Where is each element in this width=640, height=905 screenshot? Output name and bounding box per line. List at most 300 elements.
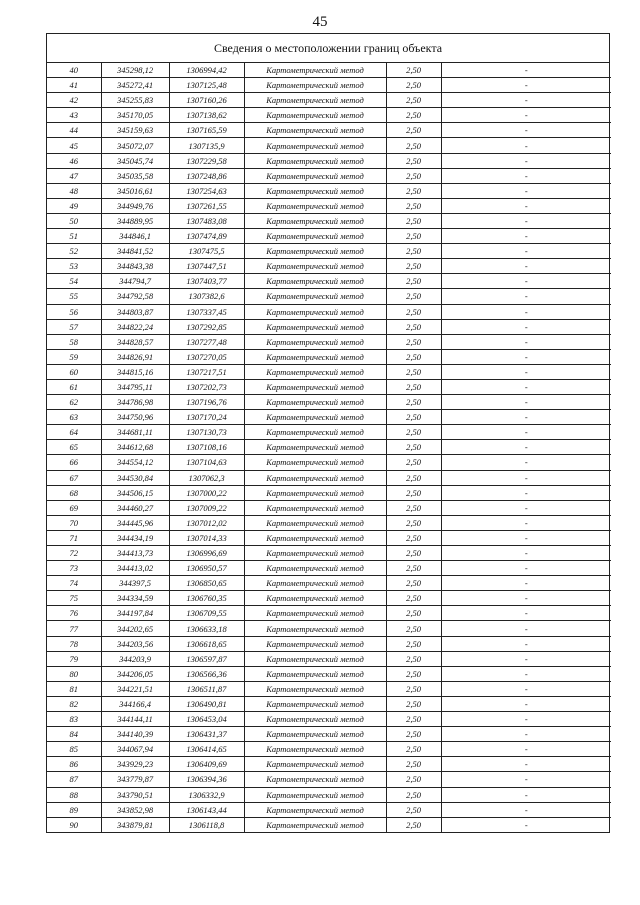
y-coordinate-cell: 1306994,42: [169, 63, 244, 78]
accuracy-cell: 2,50: [386, 274, 441, 289]
description-cell: -: [441, 666, 611, 681]
x-coordinate-cell: 344221,51: [101, 681, 169, 696]
point-number-cell: 40: [47, 63, 101, 78]
table-row: [47, 229, 611, 244]
point-number-cell: 68: [47, 485, 101, 500]
method-cell: Картометрический метод: [244, 153, 386, 168]
y-coordinate-cell: 1306996,69: [169, 546, 244, 561]
accuracy-cell: 2,50: [386, 334, 441, 349]
point-number-cell: 48: [47, 183, 101, 198]
description-cell: -: [441, 349, 611, 364]
point-number-cell: 43: [47, 108, 101, 123]
accuracy-cell: 2,50: [386, 183, 441, 198]
point-number-cell: 84: [47, 727, 101, 742]
table-row: [47, 591, 611, 606]
description-cell: -: [441, 591, 611, 606]
x-coordinate-cell: 344206,05: [101, 666, 169, 681]
accuracy-cell: 2,50: [386, 289, 441, 304]
description-cell: -: [441, 576, 611, 591]
method-cell: Картометрический метод: [244, 395, 386, 410]
point-number-cell: 83: [47, 712, 101, 727]
method-cell: Картометрический метод: [244, 621, 386, 636]
accuracy-cell: 2,50: [386, 681, 441, 696]
method-cell: Картометрический метод: [244, 636, 386, 651]
point-number-cell: 66: [47, 455, 101, 470]
boundary-coordinates-table: [47, 63, 611, 832]
description-cell: -: [441, 304, 611, 319]
y-coordinate-cell: 1307104,63: [169, 455, 244, 470]
x-coordinate-cell: 345298,12: [101, 63, 169, 78]
y-coordinate-cell: 1307382,6: [169, 289, 244, 304]
point-number-cell: 86: [47, 757, 101, 772]
accuracy-cell: 2,50: [386, 576, 441, 591]
method-cell: Картометрический метод: [244, 666, 386, 681]
y-coordinate-cell: 1306633,18: [169, 621, 244, 636]
table-row: [47, 379, 611, 394]
y-coordinate-cell: 1307009,22: [169, 500, 244, 515]
accuracy-cell: 2,50: [386, 817, 441, 832]
y-coordinate-cell: 1307475,5: [169, 244, 244, 259]
table-row: [47, 440, 611, 455]
table-row: [47, 183, 611, 198]
point-number-cell: 65: [47, 440, 101, 455]
point-number-cell: 70: [47, 515, 101, 530]
x-coordinate-cell: 344397,5: [101, 576, 169, 591]
table-row: [47, 304, 611, 319]
x-coordinate-cell: 344828,57: [101, 334, 169, 349]
method-cell: Картометрический метод: [244, 727, 386, 742]
x-coordinate-cell: 345170,05: [101, 108, 169, 123]
x-coordinate-cell: 345016,61: [101, 183, 169, 198]
accuracy-cell: 2,50: [386, 636, 441, 651]
point-number-cell: 59: [47, 349, 101, 364]
point-number-cell: 58: [47, 334, 101, 349]
description-cell: -: [441, 440, 611, 455]
y-coordinate-cell: 1307014,33: [169, 530, 244, 545]
description-cell: -: [441, 696, 611, 711]
table-row: [47, 546, 611, 561]
description-cell: -: [441, 727, 611, 742]
table-row: [47, 410, 611, 425]
x-coordinate-cell: 345072,07: [101, 138, 169, 153]
x-coordinate-cell: 344786,98: [101, 395, 169, 410]
y-coordinate-cell: 1306143,44: [169, 802, 244, 817]
method-cell: Картометрический метод: [244, 681, 386, 696]
point-number-cell: 78: [47, 636, 101, 651]
point-number-cell: 62: [47, 395, 101, 410]
table-row: [47, 395, 611, 410]
y-coordinate-cell: 1307062,3: [169, 470, 244, 485]
accuracy-cell: 2,50: [386, 651, 441, 666]
description-cell: -: [441, 802, 611, 817]
y-coordinate-cell: 1307292,85: [169, 319, 244, 334]
x-coordinate-cell: 344846,1: [101, 229, 169, 244]
x-coordinate-cell: 344140,39: [101, 727, 169, 742]
y-coordinate-cell: 1306618,65: [169, 636, 244, 651]
y-coordinate-cell: 1307108,16: [169, 440, 244, 455]
y-coordinate-cell: 1306453,04: [169, 712, 244, 727]
point-number-cell: 77: [47, 621, 101, 636]
accuracy-cell: 2,50: [386, 198, 441, 213]
description-cell: -: [441, 651, 611, 666]
x-coordinate-cell: 344203,9: [101, 651, 169, 666]
y-coordinate-cell: 1306409,69: [169, 757, 244, 772]
y-coordinate-cell: 1307474,89: [169, 229, 244, 244]
x-coordinate-cell: 344530,84: [101, 470, 169, 485]
point-number-cell: 87: [47, 772, 101, 787]
method-cell: Картометрический метод: [244, 576, 386, 591]
table-row: [47, 757, 611, 772]
point-number-cell: 89: [47, 802, 101, 817]
table-row: [47, 319, 611, 334]
table-row: [47, 696, 611, 711]
x-coordinate-cell: 344203,56: [101, 636, 169, 651]
accuracy-cell: 2,50: [386, 63, 441, 78]
y-coordinate-cell: 1306490,81: [169, 696, 244, 711]
point-number-cell: 73: [47, 561, 101, 576]
point-number-cell: 64: [47, 425, 101, 440]
y-coordinate-cell: 1306760,35: [169, 591, 244, 606]
description-cell: -: [441, 168, 611, 183]
y-coordinate-cell: 1307447,51: [169, 259, 244, 274]
method-cell: Картометрический метод: [244, 364, 386, 379]
accuracy-cell: 2,50: [386, 153, 441, 168]
description-cell: -: [441, 274, 611, 289]
accuracy-cell: 2,50: [386, 470, 441, 485]
table-row: [47, 681, 611, 696]
description-cell: -: [441, 334, 611, 349]
method-cell: Картометрический метод: [244, 78, 386, 93]
accuracy-cell: 2,50: [386, 319, 441, 334]
x-coordinate-cell: 344681,11: [101, 425, 169, 440]
table-row: [47, 334, 611, 349]
x-coordinate-cell: 344826,91: [101, 349, 169, 364]
x-coordinate-cell: 344334,59: [101, 591, 169, 606]
description-cell: -: [441, 63, 611, 78]
x-coordinate-cell: 344434,19: [101, 530, 169, 545]
method-cell: Картометрический метод: [244, 213, 386, 228]
description-cell: -: [441, 395, 611, 410]
accuracy-cell: 2,50: [386, 772, 441, 787]
accuracy-cell: 2,50: [386, 802, 441, 817]
point-number-cell: 42: [47, 93, 101, 108]
accuracy-cell: 2,50: [386, 229, 441, 244]
description-cell: -: [441, 259, 611, 274]
x-coordinate-cell: 345255,83: [101, 93, 169, 108]
y-coordinate-cell: 1306118,8: [169, 817, 244, 832]
table-row: [47, 621, 611, 636]
x-coordinate-cell: 344197,84: [101, 606, 169, 621]
y-coordinate-cell: 1306332,9: [169, 787, 244, 802]
accuracy-cell: 2,50: [386, 606, 441, 621]
method-cell: Картометрический метод: [244, 410, 386, 425]
description-cell: -: [441, 546, 611, 561]
y-coordinate-cell: 1307165,59: [169, 123, 244, 138]
point-number-cell: 45: [47, 138, 101, 153]
y-coordinate-cell: 1306597,87: [169, 651, 244, 666]
table-row: [47, 63, 611, 78]
table-row: [47, 576, 611, 591]
point-number-cell: 63: [47, 410, 101, 425]
description-cell: -: [441, 138, 611, 153]
table-row: [47, 712, 611, 727]
table-row: [47, 289, 611, 304]
table-row: [47, 168, 611, 183]
x-coordinate-cell: 344949,76: [101, 198, 169, 213]
method-cell: Картометрический метод: [244, 802, 386, 817]
accuracy-cell: 2,50: [386, 787, 441, 802]
table-row: [47, 364, 611, 379]
point-number-cell: 41: [47, 78, 101, 93]
accuracy-cell: 2,50: [386, 591, 441, 606]
x-coordinate-cell: 344803,87: [101, 304, 169, 319]
table-row: [47, 274, 611, 289]
x-coordinate-cell: 343879,81: [101, 817, 169, 832]
method-cell: Картометрический метод: [244, 334, 386, 349]
method-cell: Картометрический метод: [244, 168, 386, 183]
description-cell: -: [441, 772, 611, 787]
description-cell: -: [441, 742, 611, 757]
description-cell: -: [441, 410, 611, 425]
table-row: [47, 802, 611, 817]
accuracy-cell: 2,50: [386, 213, 441, 228]
method-cell: Картометрический метод: [244, 304, 386, 319]
description-cell: -: [441, 817, 611, 832]
description-cell: -: [441, 379, 611, 394]
method-cell: Картометрический метод: [244, 787, 386, 802]
point-number-cell: 54: [47, 274, 101, 289]
point-number-cell: 47: [47, 168, 101, 183]
description-cell: -: [441, 153, 611, 168]
table-row: [47, 123, 611, 138]
y-coordinate-cell: 1306566,36: [169, 666, 244, 681]
table-row: [47, 772, 611, 787]
y-coordinate-cell: 1307254,63: [169, 183, 244, 198]
point-number-cell: 60: [47, 364, 101, 379]
y-coordinate-cell: 1307138,62: [169, 108, 244, 123]
accuracy-cell: 2,50: [386, 757, 441, 772]
method-cell: Картометрический метод: [244, 198, 386, 213]
table-row: [47, 636, 611, 651]
point-number-cell: 71: [47, 530, 101, 545]
description-cell: -: [441, 621, 611, 636]
point-number-cell: 46: [47, 153, 101, 168]
table-row: [47, 213, 611, 228]
table-row: [47, 349, 611, 364]
description-cell: -: [441, 289, 611, 304]
table-row: [47, 817, 611, 832]
point-number-cell: 82: [47, 696, 101, 711]
accuracy-cell: 2,50: [386, 138, 441, 153]
accuracy-cell: 2,50: [386, 78, 441, 93]
method-cell: Картометрический метод: [244, 772, 386, 787]
method-cell: Картометрический метод: [244, 108, 386, 123]
description-cell: -: [441, 485, 611, 500]
x-coordinate-cell: 344460,27: [101, 500, 169, 515]
accuracy-cell: 2,50: [386, 364, 441, 379]
method-cell: Картометрический метод: [244, 93, 386, 108]
point-number-cell: 85: [47, 742, 101, 757]
accuracy-cell: 2,50: [386, 379, 441, 394]
y-coordinate-cell: 1306394,36: [169, 772, 244, 787]
y-coordinate-cell: 1307125,48: [169, 78, 244, 93]
x-coordinate-cell: 343779,87: [101, 772, 169, 787]
x-coordinate-cell: 343929,23: [101, 757, 169, 772]
y-coordinate-cell: 1306950,57: [169, 561, 244, 576]
y-coordinate-cell: 1307012,02: [169, 515, 244, 530]
point-number-cell: 61: [47, 379, 101, 394]
table-row: [47, 727, 611, 742]
table-row: [47, 259, 611, 274]
description-cell: -: [441, 78, 611, 93]
y-coordinate-cell: 1307170,24: [169, 410, 244, 425]
description-cell: -: [441, 198, 611, 213]
x-coordinate-cell: 343852,98: [101, 802, 169, 817]
point-number-cell: 44: [47, 123, 101, 138]
y-coordinate-cell: 1307270,05: [169, 349, 244, 364]
y-coordinate-cell: 1307483,08: [169, 213, 244, 228]
x-coordinate-cell: 344413,02: [101, 561, 169, 576]
x-coordinate-cell: 344822,24: [101, 319, 169, 334]
point-number-cell: 81: [47, 681, 101, 696]
point-number-cell: 55: [47, 289, 101, 304]
accuracy-cell: 2,50: [386, 123, 441, 138]
table-row: [47, 93, 611, 108]
table-row: [47, 198, 611, 213]
x-coordinate-cell: 344794,7: [101, 274, 169, 289]
description-cell: -: [441, 364, 611, 379]
description-cell: -: [441, 425, 611, 440]
accuracy-cell: 2,50: [386, 168, 441, 183]
x-coordinate-cell: 344506,15: [101, 485, 169, 500]
y-coordinate-cell: 1307337,45: [169, 304, 244, 319]
method-cell: Картометрический метод: [244, 244, 386, 259]
accuracy-cell: 2,50: [386, 108, 441, 123]
method-cell: Картометрический метод: [244, 561, 386, 576]
method-cell: Картометрический метод: [244, 712, 386, 727]
x-coordinate-cell: 344067,94: [101, 742, 169, 757]
table-row: [47, 500, 611, 515]
method-cell: Картометрический метод: [244, 530, 386, 545]
description-cell: -: [441, 213, 611, 228]
method-cell: Картометрический метод: [244, 500, 386, 515]
table-row: [47, 455, 611, 470]
method-cell: Картометрический метод: [244, 546, 386, 561]
description-cell: -: [441, 712, 611, 727]
method-cell: Картометрический метод: [244, 259, 386, 274]
method-cell: Картометрический метод: [244, 289, 386, 304]
description-cell: -: [441, 123, 611, 138]
accuracy-cell: 2,50: [386, 712, 441, 727]
boundary-table-frame: [46, 33, 610, 833]
point-number-cell: 56: [47, 304, 101, 319]
x-coordinate-cell: 344202,65: [101, 621, 169, 636]
description-cell: -: [441, 455, 611, 470]
x-coordinate-cell: 344612,68: [101, 440, 169, 455]
table-row: [47, 606, 611, 621]
description-cell: -: [441, 606, 611, 621]
table-body: [47, 63, 611, 832]
description-cell: -: [441, 183, 611, 198]
method-cell: Картометрический метод: [244, 379, 386, 394]
point-number-cell: 50: [47, 213, 101, 228]
y-coordinate-cell: 1307130,73: [169, 425, 244, 440]
method-cell: Картометрический метод: [244, 757, 386, 772]
table-row: [47, 485, 611, 500]
description-cell: -: [441, 636, 611, 651]
description-cell: -: [441, 561, 611, 576]
table-row: [47, 153, 611, 168]
method-cell: Картометрический метод: [244, 591, 386, 606]
point-number-cell: 57: [47, 319, 101, 334]
x-coordinate-cell: 344144,11: [101, 712, 169, 727]
x-coordinate-cell: 344554,12: [101, 455, 169, 470]
description-cell: -: [441, 319, 611, 334]
description-cell: -: [441, 229, 611, 244]
point-number-cell: 79: [47, 651, 101, 666]
method-cell: Картометрический метод: [244, 63, 386, 78]
accuracy-cell: 2,50: [386, 93, 441, 108]
description-cell: -: [441, 530, 611, 545]
point-number-cell: 51: [47, 229, 101, 244]
method-cell: Картометрический метод: [244, 485, 386, 500]
description-cell: -: [441, 787, 611, 802]
point-number-cell: 69: [47, 500, 101, 515]
x-coordinate-cell: 344792,58: [101, 289, 169, 304]
accuracy-cell: 2,50: [386, 485, 441, 500]
method-cell: Картометрический метод: [244, 183, 386, 198]
y-coordinate-cell: 1307261,55: [169, 198, 244, 213]
point-number-cell: 76: [47, 606, 101, 621]
table-row: [47, 515, 611, 530]
point-number-cell: 72: [47, 546, 101, 561]
y-coordinate-cell: 1307160,26: [169, 93, 244, 108]
method-cell: Картометрический метод: [244, 817, 386, 832]
method-cell: Картометрический метод: [244, 742, 386, 757]
point-number-cell: 75: [47, 591, 101, 606]
x-coordinate-cell: 344750,96: [101, 410, 169, 425]
y-coordinate-cell: 1307217,51: [169, 364, 244, 379]
accuracy-cell: 2,50: [386, 440, 441, 455]
description-cell: -: [441, 681, 611, 696]
accuracy-cell: 2,50: [386, 500, 441, 515]
x-coordinate-cell: 344445,96: [101, 515, 169, 530]
y-coordinate-cell: 1307277,48: [169, 334, 244, 349]
y-coordinate-cell: 1307248,86: [169, 168, 244, 183]
table-title: Сведения о местоположении границ объекта: [47, 34, 609, 63]
accuracy-cell: 2,50: [386, 410, 441, 425]
y-coordinate-cell: 1306511,87: [169, 681, 244, 696]
accuracy-cell: 2,50: [386, 621, 441, 636]
page-number: 45: [312, 14, 328, 30]
y-coordinate-cell: 1307196,76: [169, 395, 244, 410]
x-coordinate-cell: 344889,95: [101, 213, 169, 228]
table-row: [47, 651, 611, 666]
point-number-cell: 88: [47, 787, 101, 802]
accuracy-cell: 2,50: [386, 530, 441, 545]
accuracy-cell: 2,50: [386, 395, 441, 410]
table-row: [47, 108, 611, 123]
table-row: [47, 787, 611, 802]
accuracy-cell: 2,50: [386, 561, 441, 576]
point-number-cell: 53: [47, 259, 101, 274]
method-cell: Картометрический метод: [244, 319, 386, 334]
accuracy-cell: 2,50: [386, 666, 441, 681]
y-coordinate-cell: 1306431,37: [169, 727, 244, 742]
description-cell: -: [441, 108, 611, 123]
table-row: [47, 470, 611, 485]
method-cell: Картометрический метод: [244, 349, 386, 364]
